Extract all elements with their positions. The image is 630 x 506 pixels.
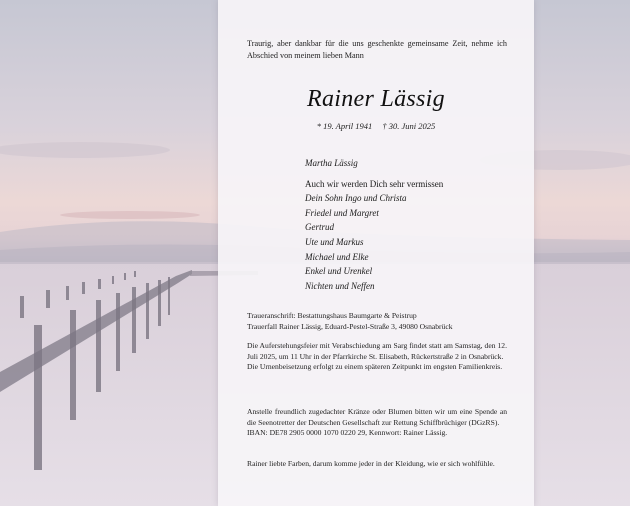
- burial-text: Die Urnenbeisetzung erfolgt zu einem späteren Zeitpunkt im engsten Familienkreis.: [247, 362, 503, 372]
- donation-text: Anstelle freundlich zugedachter Kränze oder Blumen bitten wir um eine Spende an die Seenotretter der Deutschen Gesellschaft zur Rettung Schiffbrüchiger (DGzRS).: [247, 407, 507, 427]
- mourners-line: Auch wir werden Dich sehr vermissen: [305, 178, 444, 189]
- wife-name: Martha Lässig: [305, 158, 358, 168]
- family-member: Enkel und Urenkel: [305, 266, 373, 277]
- family-member: Nichten und Neffen: [305, 280, 375, 291]
- iban-text: IBAN: DE78 2905 0000 1070 0220 29, Kennwort: Rainer Lässig.: [247, 428, 448, 438]
- address-line-2: Trauerfall Rainer Lässig, Eduard-Pestel-Straße 3, 49080 Osnabrück: [247, 321, 453, 331]
- closing-text: Rainer liebte Farben, darum komme jeder in der Kleidung, wie er sich wohlfühle.: [247, 459, 495, 468]
- closing-block: [247, 459, 507, 470]
- birth-date: * 19. April 1941: [316, 121, 373, 131]
- family-member: Michael und Elke: [305, 251, 369, 262]
- ceremony-text: Die Auferstehungsfeier mit Verabschiedung am Sarg findet statt am Samstag, den 12. Juli 2025, um 11 Uhr in der Pfarrkirche St. Elisabeth, Rückertstraße 2 in Osnabrück.: [247, 341, 507, 361]
- mourners-list: [305, 156, 525, 293]
- deceased-name: Rainer Lässig: [307, 86, 445, 112]
- address-line-1: Traueranschrift: Bestattungshaus Baumgarte & Peistrup: [247, 311, 417, 320]
- family-member: Friedel und Margret: [305, 207, 379, 218]
- ceremony-block: [247, 341, 507, 373]
- donation-block: [247, 407, 507, 439]
- address-block: [247, 311, 507, 332]
- death-date: † 30. Juni 2025: [382, 121, 436, 131]
- family-member: Gertrud: [305, 222, 334, 233]
- intro-text: Traurig, aber dankbar für die uns geschenkte gemeinsame Zeit, nehme ich Abschied von meinem lieben Mann: [247, 39, 507, 60]
- family-member: Ute und Markus: [305, 236, 364, 247]
- life-dates: [218, 121, 534, 131]
- family-member: Dein Sohn Ingo und Christa: [305, 193, 407, 204]
